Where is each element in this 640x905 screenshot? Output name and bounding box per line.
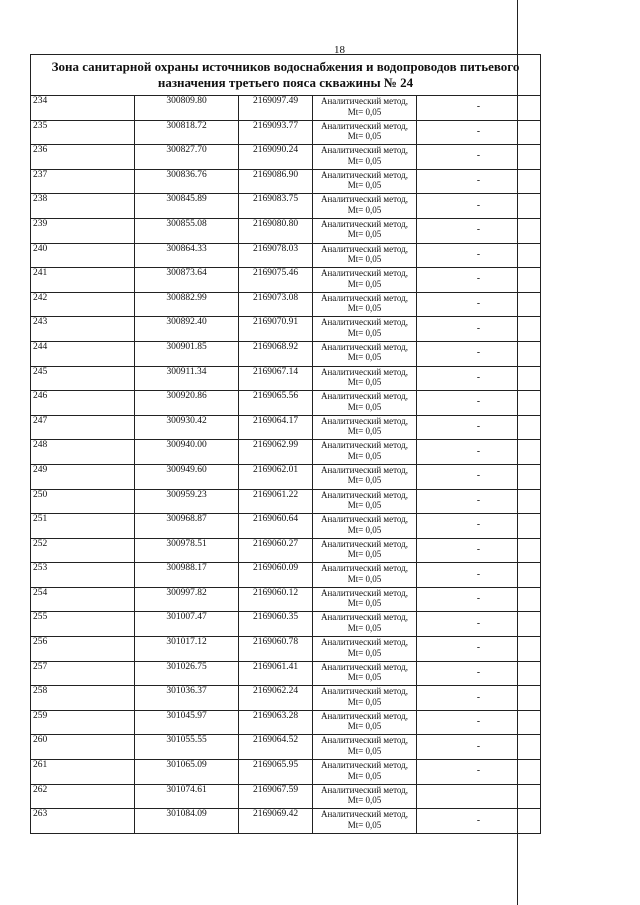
coordinate-y: 2169093.77 [239,120,313,145]
method-name: Аналитический метод, [320,317,409,328]
coordinate-x: 300873.64 [135,268,239,293]
point-number: 258 [31,686,135,711]
method-cell [313,268,417,293]
method-name: Аналитический метод, [320,514,409,525]
method-name: Аналитический метод, [320,341,409,352]
value-cell: - [417,169,541,194]
value-cell: - [417,760,541,785]
coordinate-y: 2169060.64 [239,514,313,539]
value-cell: - [417,587,541,612]
point-number: 244 [31,341,135,366]
coordinate-y: 2169064.17 [239,415,313,440]
coordinate-y: 2169060.78 [239,637,313,662]
method-accuracy: Mt= 0,05 [347,278,382,289]
table-row [31,145,541,170]
coordinate-y: 2169097.49 [239,96,313,121]
point-number: 237 [31,169,135,194]
coordinate-x: 300920.86 [135,391,239,416]
method-cell [313,538,417,563]
coordinate-y: 2169073.08 [239,292,313,317]
coordinate-x: 301074.61 [135,784,239,809]
coordinates-table [30,54,541,834]
table-row [31,587,541,612]
coordinate-x: 300940.00 [135,440,239,465]
method-cell [313,587,417,612]
coordinate-y: 2169080.80 [239,218,313,243]
method-name: Аналитический метод, [320,538,409,549]
point-number: 234 [31,96,135,121]
table-row [31,464,541,489]
value-cell: - [417,538,541,563]
method-name: Аналитический метод, [320,194,409,205]
table-row [31,243,541,268]
method-cell [313,391,417,416]
coordinate-x: 301045.97 [135,710,239,735]
method-name: Аналитический метод, [320,218,409,229]
point-number: 248 [31,440,135,465]
coordinate-x: 300997.82 [135,587,239,612]
value-cell: - [417,194,541,219]
method-cell [313,514,417,539]
coordinate-y: 2169063.28 [239,710,313,735]
method-name: Аналитический метод, [320,391,409,402]
coordinate-y: 2169075.46 [239,268,313,293]
method-accuracy: Mt= 0,05 [347,819,382,830]
method-cell [313,784,417,809]
method-name: Аналитический метод, [320,809,409,820]
method-accuracy: Mt= 0,05 [347,524,382,535]
coordinate-x: 300855.08 [135,218,239,243]
coordinate-y: 2169068.92 [239,341,313,366]
method-cell [313,96,417,121]
coordinate-x: 300911.34 [135,366,239,391]
value-cell: - [417,686,541,711]
point-number: 253 [31,563,135,588]
coordinate-y: 2169060.09 [239,563,313,588]
value-cell: - [417,563,541,588]
coordinate-y: 2169061.41 [239,661,313,686]
method-accuracy: Mt= 0,05 [347,254,382,265]
table-row [31,686,541,711]
value-cell: - [417,809,541,834]
coordinate-y: 2169060.27 [239,538,313,563]
point-number: 239 [31,218,135,243]
coordinate-x: 300949.60 [135,464,239,489]
method-name: Аналитический метод, [320,587,409,598]
method-cell [313,489,417,514]
table-row [31,341,541,366]
coordinate-x: 300930.42 [135,415,239,440]
coordinate-x: 301026.75 [135,661,239,686]
table-title-line-2: назначения третьего пояса скважины № 24 [157,75,414,90]
method-accuracy: Mt= 0,05 [347,500,382,510]
method-accuracy: Mt= 0,05 [347,131,382,142]
point-number: 243 [31,317,135,342]
coordinate-y: 2169078.03 [239,243,313,268]
method-cell [313,317,417,342]
method-accuracy: Mt= 0,05 [347,377,382,388]
value-cell: - [417,489,541,514]
value-cell: - [417,145,541,170]
method-cell [313,735,417,760]
coordinate-x: 300836.76 [135,169,239,194]
value-cell: - [417,317,541,342]
point-number: 249 [31,464,135,489]
method-cell [313,120,417,145]
coordinate-y: 2169083.75 [239,194,313,219]
method-accuracy: Mt= 0,05 [347,327,382,338]
method-cell [313,710,417,735]
point-number: 235 [31,120,135,145]
coordinate-x: 301036.37 [135,686,239,711]
table-row [31,96,541,121]
value-cell: - [417,341,541,366]
method-cell [313,194,417,219]
method-name: Аналитический метод, [320,440,409,451]
point-number: 261 [31,760,135,785]
coordinate-x: 300978.51 [135,538,239,563]
coordinate-y: 2169069.42 [239,809,313,834]
coordinate-y: 2169060.12 [239,587,313,612]
value-cell: - [417,292,541,317]
method-accuracy: Mt= 0,05 [347,204,382,215]
method-name: Аналитический метод, [320,292,409,303]
method-cell [313,760,417,785]
point-number: 242 [31,292,135,317]
coordinate-x: 301055.55 [135,735,239,760]
method-accuracy: Mt= 0,05 [347,745,382,756]
method-accuracy: Mt= 0,05 [347,672,382,683]
table-row [31,760,541,785]
coordinate-x: 300901.85 [135,341,239,366]
point-number: 260 [31,735,135,760]
point-number: 250 [31,489,135,514]
method-accuracy: Mt= 0,05 [347,450,382,461]
method-cell [313,292,417,317]
method-accuracy: Mt= 0,05 [347,303,382,314]
point-number: 252 [31,538,135,563]
value-cell: - [417,268,541,293]
table-title-line-1: Зона санитарной охраны источников водоснабжения и водопроводов питьевого [51,59,520,74]
title-row [31,55,541,96]
point-number: 241 [31,268,135,293]
coordinate-x: 301017.12 [135,637,239,662]
method-cell [313,440,417,465]
coordinate-x: 300818.72 [135,120,239,145]
method-cell [313,809,417,834]
coordinate-x: 301007.47 [135,612,239,637]
table-row [31,809,541,834]
coordinate-x: 301084.09 [135,809,239,834]
method-accuracy: Mt= 0,05 [347,598,382,609]
method-accuracy: Mt= 0,05 [347,622,382,633]
method-accuracy: Mt= 0,05 [347,795,382,806]
point-number: 263 [31,809,135,834]
value-cell: - [417,243,541,268]
table-row [31,317,541,342]
method-name: Аналитический метод, [320,760,409,771]
coordinate-x: 300892.40 [135,317,239,342]
point-number: 254 [31,587,135,612]
point-number: 238 [31,194,135,219]
value-cell: - [417,96,541,121]
method-cell [313,661,417,686]
coordinate-x: 300809.80 [135,96,239,121]
table-row [31,489,541,514]
method-name: Аналитический метод, [320,169,409,180]
method-cell [313,341,417,366]
coordinate-x: 300827.70 [135,145,239,170]
table-row [31,514,541,539]
method-name: Аналитический метод, [320,415,409,426]
method-accuracy: Mt= 0,05 [347,106,382,117]
table-row [31,710,541,735]
coordinate-x: 300959.23 [135,489,239,514]
point-number: 245 [31,366,135,391]
value-cell: - [417,661,541,686]
point-number: 240 [31,243,135,268]
method-name: Аналитический метод, [320,243,409,254]
method-name: Аналитический метод, [320,735,409,746]
value-cell: - [417,120,541,145]
method-cell [313,169,417,194]
table-row [31,784,541,809]
table-row [31,538,541,563]
table-row [31,268,541,293]
method-name: Аналитический метод, [320,784,409,795]
coordinate-y: 2169062.01 [239,464,313,489]
table-row [31,637,541,662]
value-cell: - [417,514,541,539]
method-name: Аналитический метод, [320,686,409,697]
table-row [31,735,541,760]
table-row [31,563,541,588]
method-cell [313,686,417,711]
table-row [31,169,541,194]
point-number: 262 [31,784,135,809]
coordinate-y: 2169061.22 [239,489,313,514]
point-number: 257 [31,661,135,686]
method-accuracy: Mt= 0,05 [347,426,382,437]
coordinate-x: 300968.87 [135,514,239,539]
method-accuracy: Mt= 0,05 [347,696,382,707]
method-name: Аналитический метод, [320,366,409,377]
coordinate-y: 2169067.59 [239,784,313,809]
method-name: Аналитический метод, [320,563,409,574]
value-cell [417,784,541,809]
page-number: 18 [334,44,345,56]
table-row [31,391,541,416]
table-row [31,661,541,686]
coordinate-y: 2169065.56 [239,391,313,416]
coordinate-y: 2169062.24 [239,686,313,711]
method-cell [313,612,417,637]
coordinate-x: 301065.09 [135,760,239,785]
coordinate-y: 2169070.91 [239,317,313,342]
value-cell: - [417,366,541,391]
method-name: Аналитический метод, [320,145,409,156]
method-name: Аналитический метод, [320,710,409,721]
method-cell [313,464,417,489]
coordinate-x: 300864.33 [135,243,239,268]
table-row [31,415,541,440]
method-cell [313,366,417,391]
point-number: 259 [31,710,135,735]
table-body [31,55,541,834]
table-row [31,366,541,391]
method-name: Аналитический метод, [320,612,409,623]
value-cell: - [417,710,541,735]
method-accuracy: Mt= 0,05 [347,573,382,584]
table-row [31,194,541,219]
method-accuracy: Mt= 0,05 [347,352,382,363]
table-row [31,440,541,465]
method-name: Аналитический метод, [320,489,409,500]
value-cell: - [417,612,541,637]
table-title [31,55,541,96]
coordinate-x: 300988.17 [135,563,239,588]
coordinate-x: 300882.99 [135,292,239,317]
coordinate-y: 2169060.35 [239,612,313,637]
coordinate-x: 300845.89 [135,194,239,219]
method-name: Аналитический метод, [320,637,409,648]
method-accuracy: Mt= 0,05 [347,770,382,781]
method-cell [313,145,417,170]
value-cell: - [417,415,541,440]
method-cell [313,243,417,268]
method-accuracy: Mt= 0,05 [347,721,382,732]
method-cell [313,415,417,440]
point-number: 246 [31,391,135,416]
method-accuracy: Mt= 0,05 [347,155,382,166]
method-cell [313,637,417,662]
point-number: 251 [31,514,135,539]
value-cell: - [417,735,541,760]
method-name: Аналитический метод, [320,120,409,131]
value-cell: - [417,637,541,662]
coordinate-y: 2169064.52 [239,735,313,760]
value-cell: - [417,218,541,243]
method-accuracy: Mt= 0,05 [347,475,382,486]
value-cell: - [417,464,541,489]
value-cell: - [417,440,541,465]
method-cell [313,563,417,588]
coordinate-y: 2169086.90 [239,169,313,194]
coordinate-y: 2169067.14 [239,366,313,391]
point-number: 256 [31,637,135,662]
table-row [31,218,541,243]
method-accuracy: Mt= 0,05 [347,647,382,658]
point-number: 255 [31,612,135,637]
method-name: Аналитический метод, [320,464,409,475]
coordinate-y: 2169090.24 [239,145,313,170]
table-row [31,292,541,317]
method-name: Аналитический метод, [320,96,409,106]
method-cell [313,218,417,243]
table-row [31,612,541,637]
method-accuracy: Mt= 0,05 [347,549,382,560]
point-number: 247 [31,415,135,440]
point-number: 236 [31,145,135,170]
method-accuracy: Mt= 0,05 [347,401,382,412]
method-accuracy: Mt= 0,05 [347,229,382,240]
value-cell: - [417,391,541,416]
method-name: Аналитический метод, [320,661,409,672]
method-accuracy: Mt= 0,05 [347,180,382,191]
table-row [31,120,541,145]
coordinate-y: 2169062.99 [239,440,313,465]
method-name: Аналитический метод, [320,268,409,279]
coordinate-y: 2169065.95 [239,760,313,785]
